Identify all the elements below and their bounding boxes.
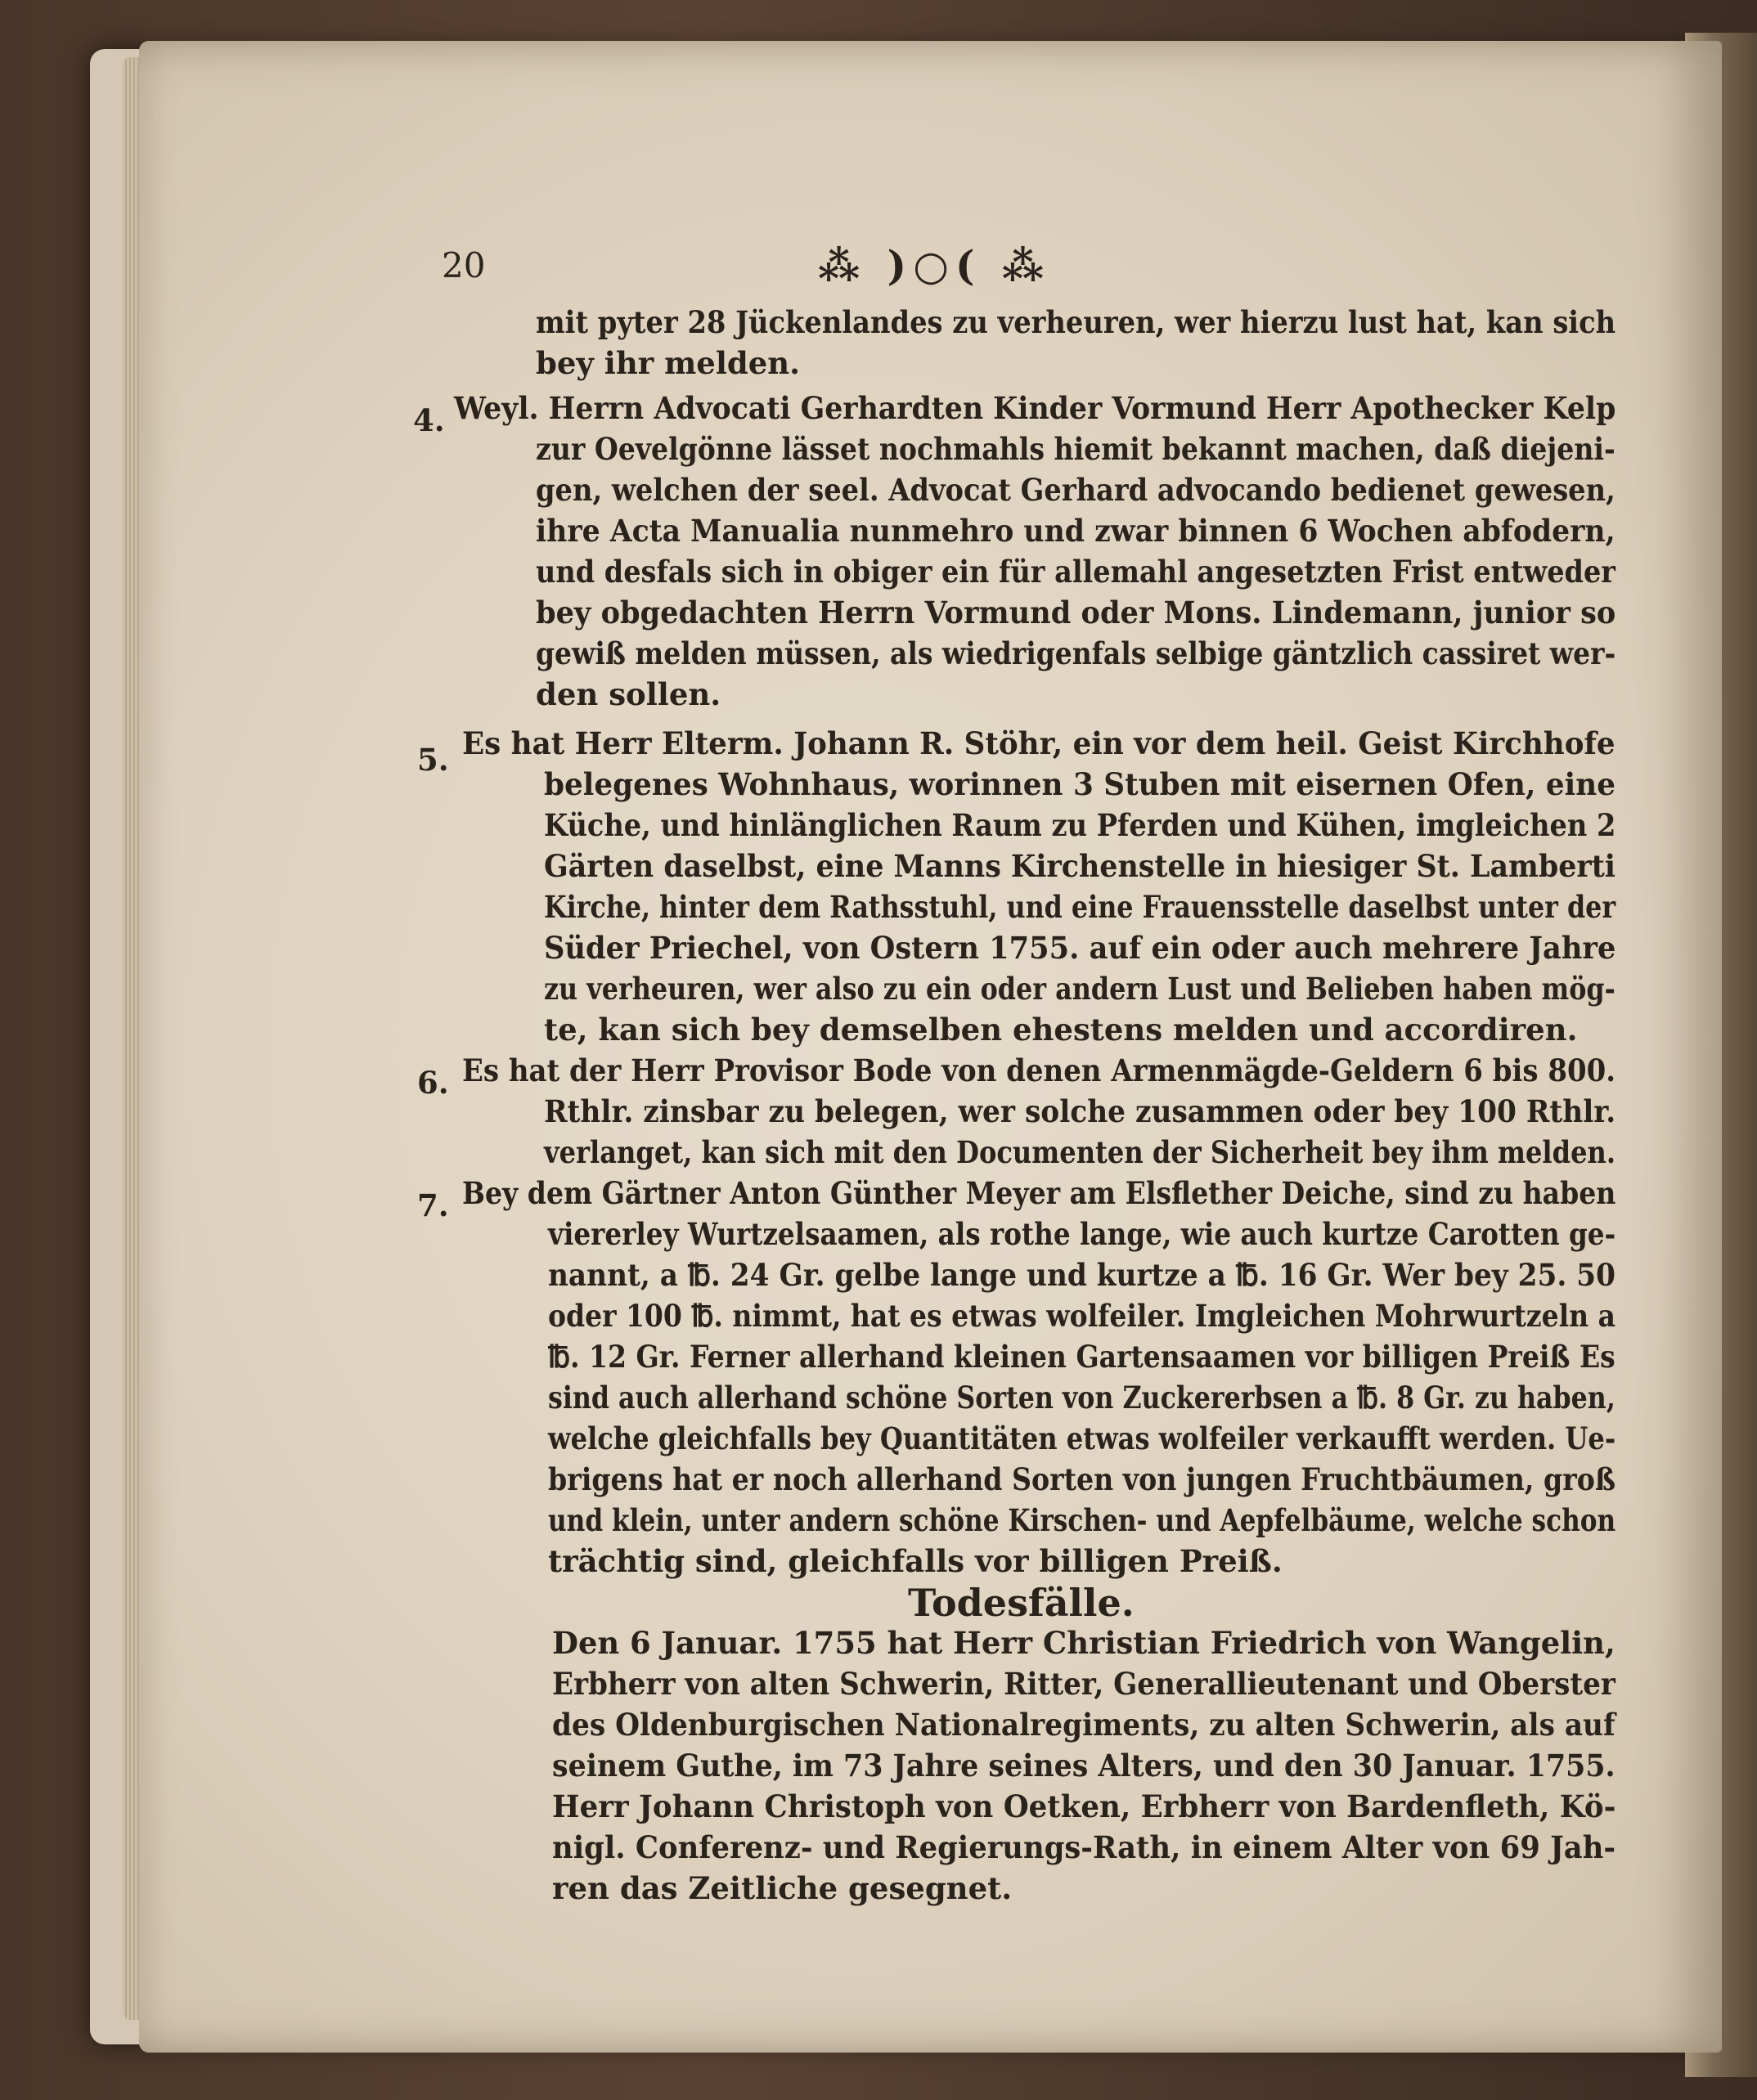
text-line: nannt, a ℔. 24 Gr. gelbe lange und kurtze a ℔. 16 Gr. Wer bey 25. 50 bbox=[548, 1257, 1615, 1293]
text-line: und desfals sich in obiger ein für allemahl angesetzten Frist entweder bbox=[536, 554, 1615, 590]
text-line: bey ihr melden. bbox=[536, 345, 801, 381]
text-line: zu verheuren, wer also zu ein oder andern Lust und Belieben haben mög- bbox=[544, 971, 1615, 1007]
text-line: Küche, und hinlänglichen Raum zu Pferden und Kühen, imgleichen 2 bbox=[544, 807, 1616, 843]
text-line: gen, welchen der seel. Advocat Gerhard advocando bedienet gewesen, bbox=[536, 472, 1615, 508]
text-line: brigens hat er noch allerhand Sorten von jungen Fruchtbäumen, groß bbox=[548, 1461, 1616, 1497]
text-line: verlanget, kan sich mit den Documenten der Sicherheit bey ihm melden. bbox=[544, 1134, 1616, 1170]
text-line: und klein, unter andern schöne Kirschen- und Aepfelbäume, welche schon bbox=[548, 1502, 1616, 1538]
text-line: Süder Priechel, von Ostern 1755. auf ein oder auch mehrere Jahre bbox=[544, 930, 1616, 966]
text-line: Es hat Herr Elterm. Johann R. Stöhr, ein vor dem heil. Geist Kirchhofe bbox=[462, 725, 1615, 761]
text-line: viererley Wurtzelsaamen, als rothe lange, wie auch kurtze Carotten ge- bbox=[548, 1216, 1616, 1252]
text-line: Herr Johann Christoph von Oetken, Erbherr von Bardenfleth, Kö- bbox=[552, 1788, 1616, 1824]
text-line: nigl. Conferenz- und Regierungs-Rath, in einem Alter von 69 Jah- bbox=[552, 1829, 1616, 1865]
section-heading-deaths: Todesfälle. bbox=[908, 1581, 1135, 1625]
text-line: des Oldenburgischen Nationalregiments, zu alten Schwerin, als auf bbox=[552, 1707, 1615, 1743]
text-line: Kirche, hinter dem Rathsstuhl, und eine Frauensstelle daselbst unter der bbox=[544, 889, 1616, 925]
item-number: 4. bbox=[413, 402, 445, 438]
text-line: te, kan sich bey demselben ehestens melden und accordiren. bbox=[544, 1012, 1578, 1048]
text-line: sind auch allerhand schöne Sorten von Zuckererbsen a ℔. 8 Gr. zu haben, bbox=[548, 1380, 1615, 1416]
text-line: den sollen. bbox=[536, 676, 721, 712]
text-line: welche gleichfalls bey Quantitäten etwas wolfeiler verkaufft werden. Ue- bbox=[548, 1420, 1616, 1456]
text-line: Erbherr von alten Schwerin, Ritter, Generallieutenant und Oberster bbox=[552, 1666, 1615, 1702]
text-line: Gärten daselbst, eine Manns Kirchenstelle in hiesiger St. Lamberti bbox=[544, 848, 1616, 884]
running-header-ornament: ⁂ )○( ⁂ bbox=[818, 241, 1051, 289]
text-line: Rthlr. zinsbar zu belegen, wer solche zusammen oder bey 100 Rthlr. bbox=[544, 1093, 1616, 1129]
text-line: ℔. 12 Gr. Ferner allerhand kleinen Gartensaamen vor billigen Preiß Es bbox=[548, 1339, 1615, 1375]
text-line: oder 100 ℔. nimmt, hat es etwas wolfeiler. Imgleichen Mohrwurtzeln a bbox=[548, 1298, 1615, 1334]
text-line: Den 6 Januar. 1755 hat Herr Christian Friedrich von Wangelin, bbox=[552, 1625, 1615, 1661]
text-line: belegenes Wohnhaus, worinnen 3 Stuben mit eisernen Ofen, eine bbox=[544, 766, 1615, 802]
text-line: ren das Zeitliche gesegnet. bbox=[552, 1870, 1013, 1906]
text-line: Bey dem Gärtner Anton Günther Meyer am Elsflether Deiche, sind zu haben bbox=[462, 1175, 1616, 1211]
item-number: 6. bbox=[417, 1065, 449, 1101]
text-line: Weyl. Herrn Advocati Gerhardten Kinder Vormund Herr Apothecker Kelp bbox=[454, 390, 1616, 426]
text-line: gewiß melden müssen, als wiedrigenfals selbige gäntzlich cassiret wer- bbox=[536, 635, 1616, 671]
item-number: 5. bbox=[417, 742, 449, 778]
text-line: zur Oevelgönne lässet nochmahls hiemit bekannt machen, daß diejeni- bbox=[536, 431, 1615, 467]
text-line: ihre Acta Manualia nunmehro und zwar binnen 6 Wochen abfodern, bbox=[536, 513, 1615, 549]
text-line: trächtig sind, gleichfalls vor billigen Preiß. bbox=[548, 1543, 1283, 1579]
text-line: seinem Guthe, im 73 Jahre seines Alters, und den 30 Januar. 1755. bbox=[552, 1748, 1615, 1784]
text-line: mit pyter 28 Jückenlandes zu verheuren, wer hierzu lust hat, kan sich bbox=[536, 304, 1616, 340]
text-line: Es hat der Herr Provisor Bode von denen Armenmägde-Geldern 6 bis 800. bbox=[462, 1052, 1616, 1088]
text-line: bey obgedachten Herrn Vormund oder Mons. Lindemann, junior so bbox=[536, 595, 1616, 630]
item-number: 7. bbox=[417, 1187, 449, 1223]
page-number: 20 bbox=[442, 245, 486, 285]
